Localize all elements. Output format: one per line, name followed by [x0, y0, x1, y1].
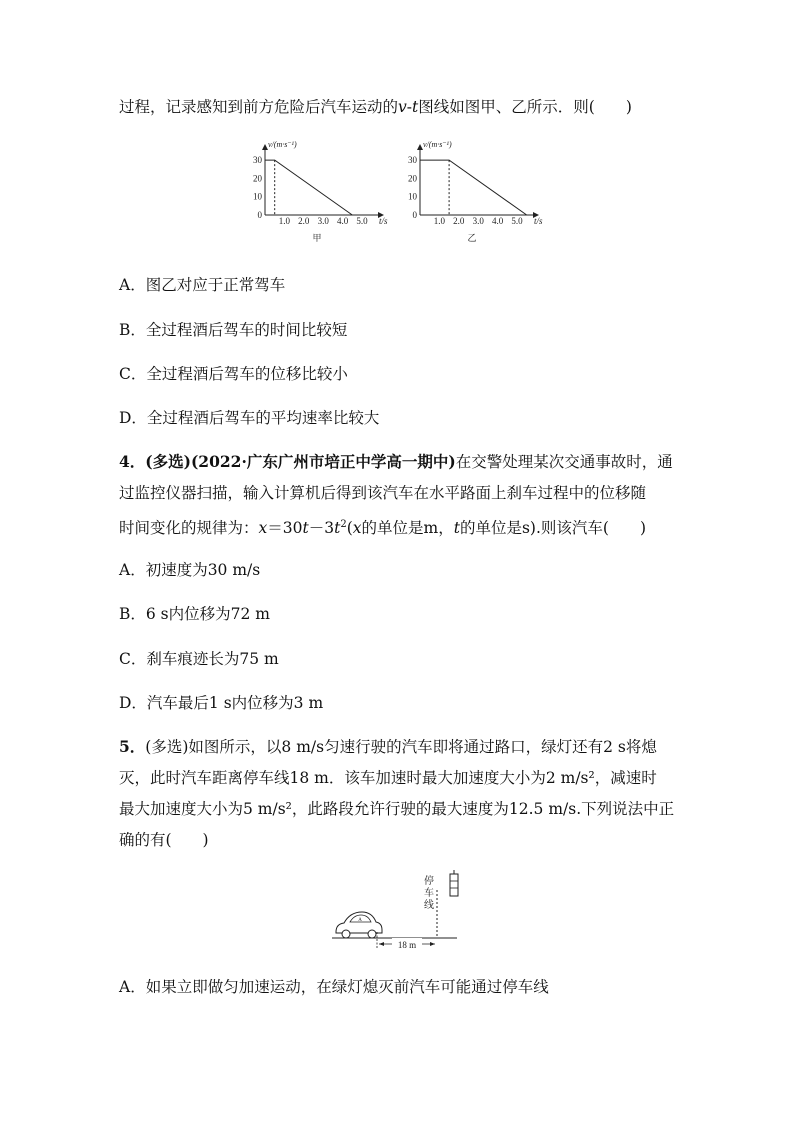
x-tick-label: 4.0: [491, 216, 504, 226]
car-icon: [336, 912, 382, 938]
q3-option-c: C．全过程酒后驾车的位移比较小: [119, 365, 348, 383]
distance-label: 18 m: [397, 940, 417, 950]
q5-line-4: 确的有( ): [119, 831, 209, 849]
y-tick-label: 0: [257, 210, 262, 220]
x-tick-label: 1.0: [278, 216, 291, 226]
q5-line-2: 灭，此时汽车距离停车线18 m．该车加速时最大加速度大小为2 m/s²，减速时: [119, 769, 657, 787]
q3-option-d: D．全过程酒后驾车的平均速率比较大: [119, 409, 380, 427]
y-tick-label: 0: [412, 210, 417, 220]
y-tick-label: 20: [408, 173, 417, 184]
traffic-light-icon: [450, 870, 458, 896]
y-tick-label: 30: [408, 155, 417, 166]
q3-option-b: B．全过程酒后驾车的时间比较短: [119, 321, 348, 339]
graph-caption: 甲: [312, 233, 322, 243]
svg-text:A: A: [358, 918, 362, 923]
stopline-label-3: 线: [424, 900, 434, 911]
x-axis-label: t/s: [534, 216, 543, 226]
x-tick-label: 2.0: [298, 216, 310, 226]
x-tick-label: 2.0: [453, 216, 465, 226]
y-tick-label: 20: [253, 173, 262, 184]
x-tick-label: 1.0: [433, 216, 446, 226]
q3-stem: 过程，记录感知到前方危险后汽车运动的v-t图线如图甲、乙所示．则( ): [119, 98, 632, 116]
q4-line-3: 时间变化的规律为：$x=30t-3t^2(x$的单位是m，t的单位是s).则该汽车( ): [119, 519, 646, 538]
graph-caption: 乙: [467, 233, 477, 243]
y-tick-label: 10: [253, 191, 262, 202]
q4-line-2: 过监控仪器扫描，输入计算机后得到该汽车在水平路面上刹车过程中的位移随: [119, 484, 647, 502]
q4-option-d: D．汽车最后1 s内位移为3 m: [119, 694, 324, 712]
vt-graphs-figure: [0, 135, 794, 265]
graph-jia: [253, 140, 388, 243]
y-tick-label: 10: [408, 191, 417, 202]
q5-option-a: A．如果立即做匀加速运动，在绿灯熄灭前汽车可能通过停车线: [119, 978, 549, 996]
y-tick-label: 30: [253, 155, 262, 166]
x-tick-label: 5.0: [511, 216, 523, 226]
x-axis-label: t/s: [379, 216, 388, 226]
y-axis-label: v/(m·s⁻¹): [268, 140, 297, 149]
vt-line: [265, 160, 352, 215]
y-axis-label: v/(m·s⁻¹): [423, 140, 452, 149]
q5-figure: [330, 868, 490, 958]
stopline-label-1: 停: [424, 876, 434, 887]
vt-line: [420, 160, 527, 215]
graph-yi: [408, 140, 543, 243]
x-tick-label: 3.0: [317, 216, 329, 226]
q4-line-1: 4．(多选)(2022·广东广州市培正中学高一期中)在交警处理某次交通事故时，通: [119, 452, 673, 471]
q5-line-3: 最大加速度大小为5 m/s²，此路段允许行驶的最大速度为12.5 m/s.下列说法中正: [119, 800, 675, 818]
x-tick-label: 3.0: [472, 216, 484, 226]
x-tick-label: 4.0: [336, 216, 349, 226]
q4-option-a: A．初速度为30 m/s: [119, 561, 261, 579]
x-tick-label: 5.0: [356, 216, 368, 226]
q4-option-c: C．刹车痕迹长为75 m: [119, 650, 279, 668]
q5-line-1: 5．(多选)如图所示，以8 m/s匀速行驶的汽车即将通过路口，绿灯还有2 s将熄: [119, 737, 657, 756]
q4-option-b: B．6 s内位移为72 m: [119, 605, 270, 623]
q3-option-a: A．图乙对应于正常驾车: [119, 276, 286, 294]
stopline-label-2: 车: [424, 888, 434, 899]
